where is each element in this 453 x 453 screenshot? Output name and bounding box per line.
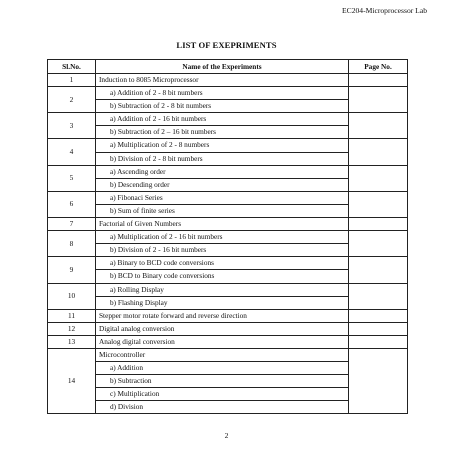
table-row	[48, 191, 408, 204]
column-header-name: Name of the Experiments	[96, 60, 349, 74]
experiment-number: 1	[48, 74, 96, 87]
experiment-name: b) Subtraction	[96, 375, 349, 388]
experiment-number: 10	[48, 283, 96, 309]
table-row	[48, 257, 408, 270]
table-row	[48, 231, 408, 244]
experiment-number: 7	[48, 218, 96, 231]
experiment-number: 11	[48, 309, 96, 322]
experiment-number: 14	[48, 348, 96, 413]
experiments-table	[47, 59, 408, 414]
experiment-name: Microcontroller	[96, 348, 349, 361]
experiment-name: a) Addition of 2 - 16 bit numbers	[96, 113, 349, 126]
page-no-cell	[349, 165, 408, 191]
table-row	[48, 74, 408, 87]
page-no-cell	[349, 191, 408, 217]
table-row	[48, 348, 408, 361]
experiment-name: b) BCD to Binary code conversions	[96, 270, 349, 283]
column-header-page: Page No.	[349, 60, 408, 74]
experiment-name: a) Fibonaci Series	[96, 191, 349, 204]
experiment-name: a) Multiplication of 2 - 16 bit numbers	[96, 231, 349, 244]
table-header-row	[48, 60, 408, 74]
experiment-name: Analog digital conversion	[96, 335, 349, 348]
experiment-name: a) Addition	[96, 362, 349, 375]
page-no-cell	[349, 87, 408, 113]
page-no-cell	[349, 74, 408, 87]
page-no-cell	[349, 139, 408, 165]
experiment-number: 2	[48, 87, 96, 113]
experiment-name: Digital analog conversion	[96, 322, 349, 335]
experiment-name: a) Binary to BCD code conversions	[96, 257, 349, 270]
table-row	[48, 87, 408, 100]
page-number: 2	[224, 431, 229, 440]
page-no-cell	[349, 257, 408, 283]
table-row	[48, 113, 408, 126]
page-no-cell	[349, 231, 408, 257]
page-no-cell	[349, 309, 408, 322]
experiment-name: b) Subtraction of 2 – 16 bit numbers	[96, 126, 349, 139]
table-row	[48, 165, 408, 178]
experiment-name: c) Multiplication	[96, 388, 349, 401]
experiment-name: b) Descending order	[96, 178, 349, 191]
table-row	[48, 335, 408, 348]
experiment-name: a) Addition of 2 - 8 bit numbers	[96, 87, 349, 100]
experiment-name: b) Division of 2 - 8 bit numbers	[96, 152, 349, 165]
table-body	[48, 74, 408, 414]
experiment-number: 3	[48, 113, 96, 139]
experiment-number: 8	[48, 231, 96, 257]
experiment-number: 4	[48, 139, 96, 165]
page-no-cell	[349, 283, 408, 309]
experiment-number: 12	[48, 322, 96, 335]
experiment-name: d) Division	[96, 401, 349, 414]
page-title: LIST OF EXEPRIMENTS	[176, 40, 277, 50]
experiment-number: 13	[48, 335, 96, 348]
experiment-name: Induction to 8085 Microprocessor	[96, 74, 349, 87]
table-row	[48, 283, 408, 296]
table-row	[48, 309, 408, 322]
page-no-cell	[349, 113, 408, 139]
column-header-slno: Sl.No.	[48, 60, 96, 74]
experiment-name: Factorial of Given Numbers	[96, 218, 349, 231]
page-no-cell	[349, 348, 408, 413]
page-no-cell	[349, 322, 408, 335]
table-row	[48, 139, 408, 152]
running-header: EC204-Microprocessor Lab	[342, 6, 427, 15]
experiment-name: a) Multiplication of 2 - 8 numbers	[96, 139, 349, 152]
experiment-name: b) Sum of finite series	[96, 204, 349, 217]
page-no-cell	[349, 335, 408, 348]
experiment-number: 5	[48, 165, 96, 191]
experiment-number: 6	[48, 191, 96, 217]
table-row	[48, 322, 408, 335]
table-row	[48, 218, 408, 231]
experiment-name: Stepper motor rotate forward and reverse direction	[96, 309, 349, 322]
experiment-name: b) Flashing Display	[96, 296, 349, 309]
experiment-name: b) Division of 2 - 16 bit numbers	[96, 244, 349, 257]
page-no-cell	[349, 218, 408, 231]
experiment-name: a) Rolling Display	[96, 283, 349, 296]
experiment-name: b) Subtraction of 2 - 8 bit numbers	[96, 100, 349, 113]
experiment-number: 9	[48, 257, 96, 283]
experiment-name: a) Ascending order	[96, 165, 349, 178]
